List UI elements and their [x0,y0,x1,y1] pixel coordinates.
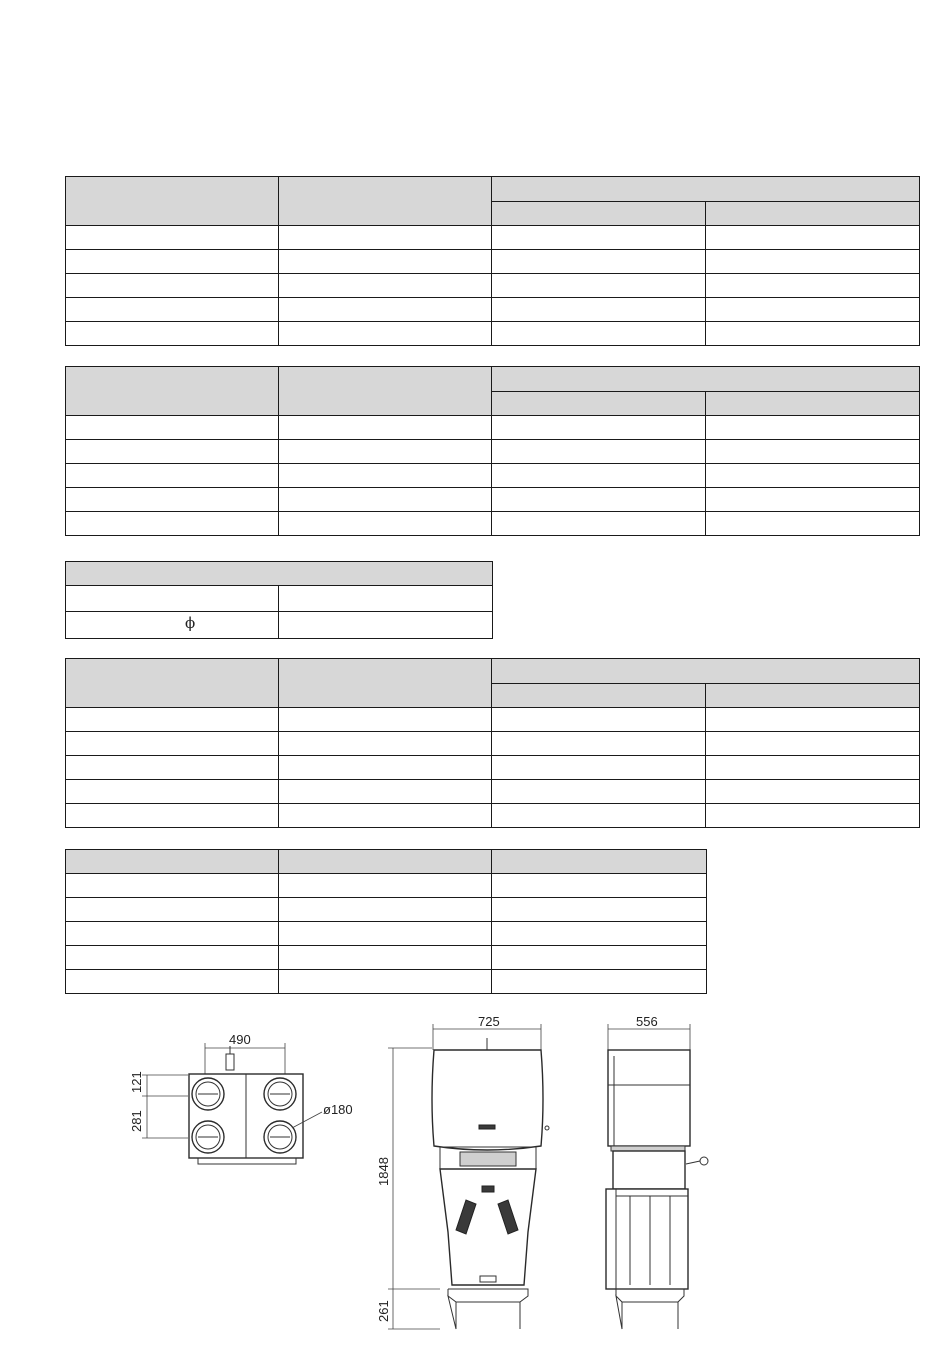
width-490-label: 490 [229,1032,251,1047]
side-view-drawing [606,1014,708,1329]
stand-261-label: 261 [376,1300,391,1322]
duct-collar [264,1121,296,1153]
depth-556-label: 556 [636,1014,658,1029]
top-view-drawing [129,1032,353,1164]
duct-collar [264,1078,296,1110]
dimension-121-label: 121 [129,1071,144,1093]
diameter-180-label: ø180 [323,1102,353,1117]
duct-collar [192,1121,224,1153]
width-725-label: 725 [478,1014,500,1029]
phi-symbol: ϕ [185,614,196,632]
front-view-drawing [376,1014,549,1329]
dimension-281-label: 281 [129,1110,144,1132]
duct-collar [192,1078,224,1110]
height-1848-label: 1848 [376,1157,391,1186]
